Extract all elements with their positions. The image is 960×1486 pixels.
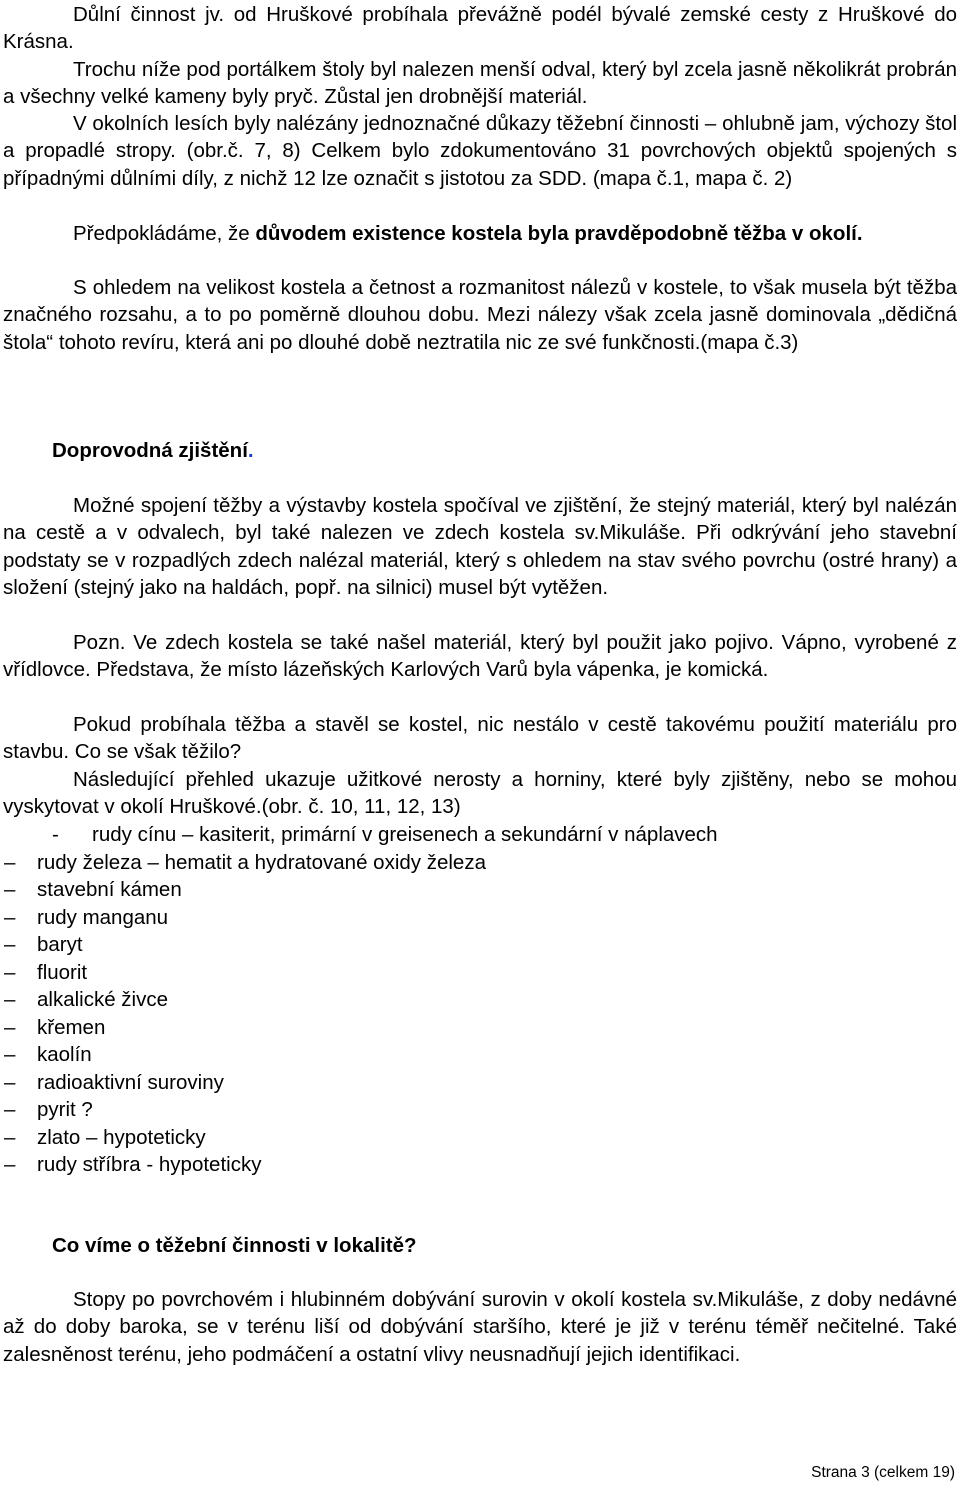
paragraph-church-size: S ohledem na velikost kostela a četnost a rozmanitost nálezů v kostele, to však musela být těžba značného rozsahu, a to po poměrně dlouhou dobu. Mezi nálezy však zcela jasně dominovala „dědičná štola“ tohoto revíru, která ani po dlouhé době neztratila nic ze své funkčnosti.(mapa č.3) [3, 276, 957, 354]
list-item: – fluorit [0, 959, 718, 987]
paragraph-overview: Následující přehled ukazuje užitkové nerosty a horniny, které byly zjištěny, nebo se mohou vyskytovat v okolí Hruškové.(obr. č. 10, 11, 12, 13) [3, 768, 957, 819]
paragraph-mining-route: Důlní činnost jv. od Hruškové probíhala převážně podél bývalé zemské cesty z Hruškové do Krásna. [3, 3, 957, 54]
section-heading-findings [52, 437, 254, 464]
paragraph-forest-evidence: V okolních lesích byly nalézány jednoznačné důkazy těžební činnosti – ohlubně jam, výchozy štol a propadlé stropy. (obr.č. 7, 8) Celkem bylo zdokumentováno 31 povrchových objektů spojených s případnými důlními díly, z nichž 12 lze označit s jistotou za SDD. (mapa č.1, mapa č. 2) [3, 112, 957, 190]
paragraph-note-lime: Pozn. Ve zdech kostela se také našel materiál, který byl použit jako pojivo. Vápno, vyrobené z vřídlovce. Představa, že místo lázeňských Karlových Varů byla vápenka, je komická. [3, 631, 957, 682]
paragraph-spoil-heap: Trochu níže pod portálkem štoly byl nalezen menší odval, který byl zcela jasně několikrát probrán a všechny velké kameny byly pryč. Zůstal jen drobnější materiál. [3, 58, 957, 109]
list-dash: – [4, 1070, 16, 1094]
list-item: - rudy cínu – kasiterit, primární v greisenech a sekundární v náplavech [0, 821, 718, 849]
list-dash: – [4, 1043, 16, 1066]
paragraph-mining-traces: Stopy po povrchovém i hlubinném dobývání surovin v okolí kostela sv.Mikuláše, z doby nedávné až do doby baroka, se v terénu liší od dobývání staršího, které je již v terénu téměř nečitelné. Také zalesněnost terénu, jeho podmáčení a ostatní vlivy neusnadňují jejich identifikaci. [3, 1288, 957, 1366]
list-item: – pyrit ? [0, 1096, 718, 1124]
hypothesis-prefix: Předpokládáme, že [73, 222, 256, 245]
paragraph-what-mined: Pokud probíhala těžba a stavěl se kostel, nic nestálo v cestě takovému použití materiálu pro stavbu. Co se však těžilo? [3, 713, 957, 764]
list-dash: – [4, 988, 16, 1011]
list-item: – radioaktivní suroviny [0, 1069, 718, 1097]
hypothesis-bold: důvodem existence kostela byla pravděpodobně těžba v okolí. [255, 222, 863, 245]
list-dash: – [4, 1098, 16, 1121]
paragraph-hypothesis [3, 220, 957, 247]
list-item: – křemen [0, 1014, 718, 1042]
list-dash: – [4, 878, 16, 901]
minerals-list [0, 821, 718, 1179]
list-dash: – [4, 1125, 16, 1149]
list-dash: - [52, 823, 59, 846]
list-item: – stavební kámen [0, 876, 718, 904]
list-item: – kaolín [0, 1041, 718, 1069]
list-item: – alkalické živce [0, 986, 718, 1014]
list-item: – rudy železa – hematit a hydratované oxidy železa [0, 849, 718, 877]
page-number: Strana 3 (celkem 19) [811, 1464, 955, 1481]
list-item: – rudy stříbra - hypoteticky [0, 1151, 718, 1179]
list-dash: – [4, 905, 16, 929]
heading-edit-mark: . [247, 439, 254, 462]
list-dash: – [4, 1015, 16, 1039]
section-heading-findings-text: Doprovodná zjištění [52, 439, 248, 462]
list-dash: – [4, 933, 16, 956]
list-dash: – [4, 1153, 16, 1176]
list-item: – baryt [0, 931, 718, 959]
section-heading-mining-activity: Co víme o těžební činnosti v lokalitě? [52, 1234, 417, 1257]
list-item: – rudy manganu [0, 904, 718, 932]
list-dash: – [4, 850, 16, 874]
paragraph-material-link: Možné spojení těžby a výstavby kostela spočíval ve zjištění, že stejný materiál, který byl nalézán na cestě a v odvalech, byl také nalezen ve zdech kostela sv.Mikuláše. Při odkrývání jeho stavební podstaty se v rozpadlých zdech nalézal materiál, který s ohledem na stav svého povrchu (ostré hrany) a složení (stejný jako na haldách, popř. na silnici) musel být vytěžen. [3, 494, 957, 600]
list-dash: – [4, 960, 16, 984]
list-item: – zlato – hypoteticky [0, 1124, 718, 1152]
